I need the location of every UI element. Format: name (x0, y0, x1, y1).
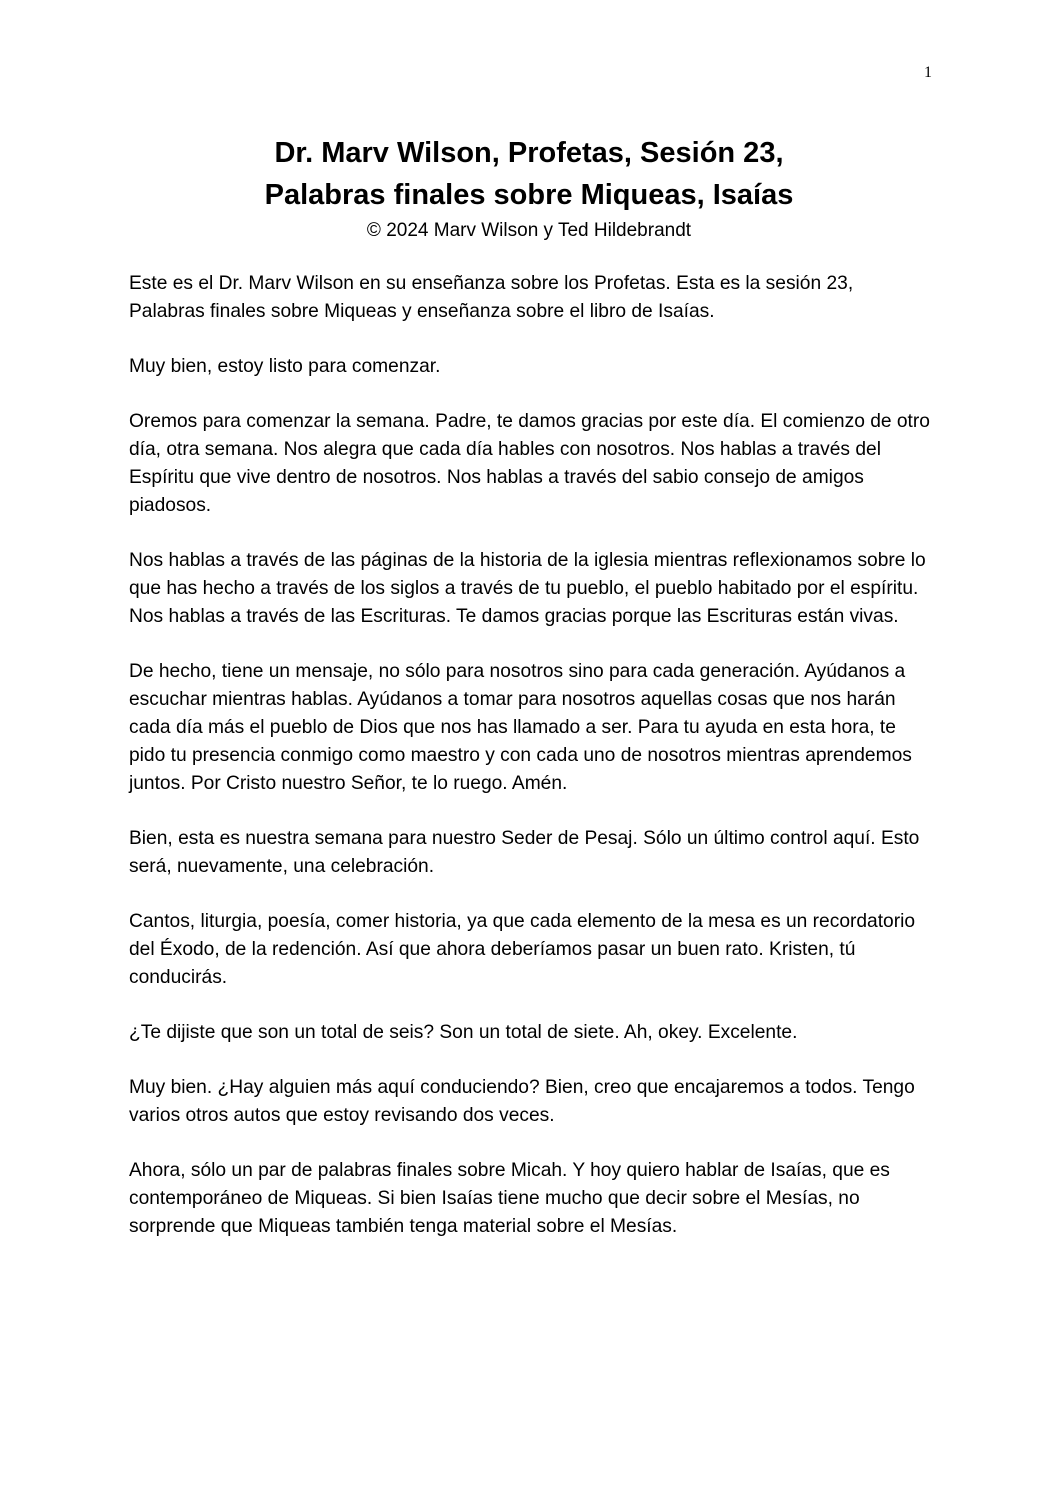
paragraph: Bien, esta es nuestra semana para nuestro Seder de Pesaj. Sólo un último control aquí. Esto será, nuevamente, una celebración. (129, 828, 920, 877)
paragraph: Muy bien. ¿Hay alguien más aquí conduciendo? Bien, creo que encajaremos a todos. Tengo varios otros autos que estoy revisando dos veces. (129, 1077, 915, 1126)
paragraph: Cantos, liturgia, poesía, comer historia, ya que cada elemento de la mesa es un recordatorio del Éxodo, de la redención. Así que ahora deberíamos pasar un buen rato. Kristen, tú conducirás. (129, 911, 916, 988)
paragraph: Nos hablas a través de las páginas de la historia de la iglesia mientras reflexionamos sobre lo que has hecho a través de los siglos a través de tu pueblo, el pueblo habitado por el espíritu. Nos hablas a través de las Escrituras. Te damos gracias porque las Escrituras están vivas. (129, 550, 926, 627)
paragraph: Muy bien, estoy listo para comenzar. (129, 356, 441, 377)
document-title-line-1: Dr. Marv Wilson, Profetas, Sesión 23, (274, 137, 784, 169)
paragraph: ¿Te dijiste que son un total de seis? Son un total de siete. Ah, okey. Excelente. (129, 1022, 798, 1043)
paragraph: De hecho, tiene un mensaje, no sólo para nosotros sino para cada generación. Ayúdanos a escuchar mientras hablas. Ayúdanos a tomar para nosotros aquellas cosas que nos harán cada día más el pueblo de Dios que nos has llamado a ser. Para tu ayuda en esta hora, te pido tu presencia conmigo como maestro y con cada uno de nosotros mientras aprendemos juntos. Por Cristo nuestro Señor, te lo ruego. Amén. (129, 661, 912, 794)
document-body (129, 270, 934, 1268)
paragraph: Oremos para comenzar la semana. Padre, te damos gracias por este día. El comienzo de otro día, otra semana. Nos alegra que cada día hables con nosotros. Nos hablas a través del Espíritu que vive dentro de nosotros. Nos hablas a través del sabio consejo de amigos piadosos. (129, 411, 930, 516)
document-title-line-2: Palabras finales sobre Miqueas, Isaías (264, 179, 794, 211)
document-header (0, 132, 1058, 243)
paragraph: Ahora, sólo un par de palabras finales sobre Micah. Y hoy quiero hablar de Isaías, que es contemporáneo de Miqueas. Si bien Isaías tiene mucho que decir sobre el Mesías, no sorprende que Miqueas también tenga material sobre el Mesías. (129, 1160, 890, 1237)
copyright-notice: © 2024 Marv Wilson y Ted Hildebrandt (366, 220, 692, 241)
page-number: 1 (924, 64, 932, 81)
paragraph-intro: Este es el Dr. Marv Wilson en su enseñanza sobre los Profetas. Esta es la sesión 23, Palabras finales sobre Miqueas y enseñanza sobre el libro de Isaías. (129, 273, 854, 322)
